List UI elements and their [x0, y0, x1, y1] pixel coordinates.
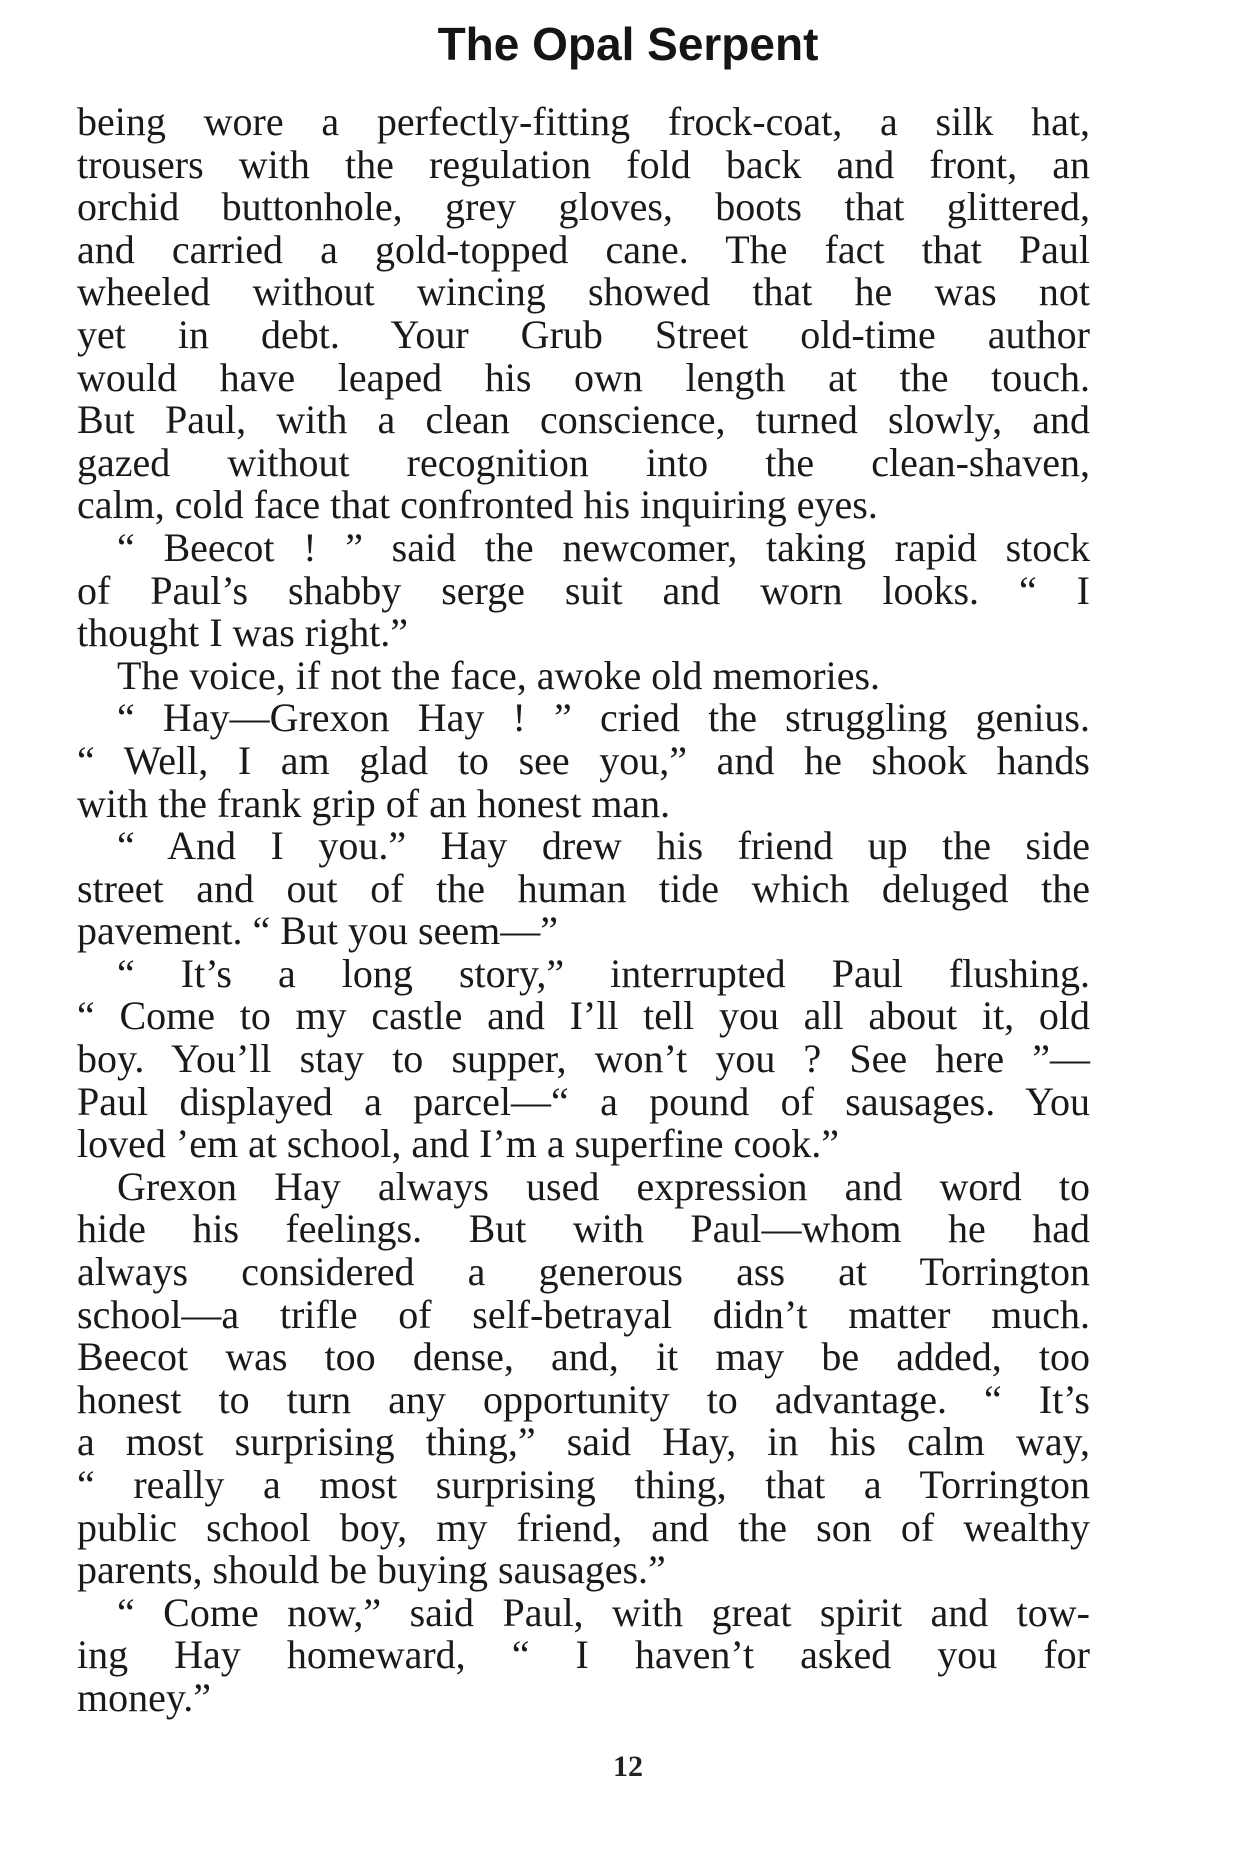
text-line: parents, should be buying sausages.”	[77, 1547, 666, 1593]
text-line: “ And I you.” Hay drew his friend up the side	[117, 823, 1090, 869]
text-line: being wore a perfectly-fitting frock-coat, a silk hat,	[77, 99, 1090, 144]
text-line: loved ’em at school, and I’m a superfine cook.”	[77, 1121, 839, 1167]
text-line: “ Beecot ! ” said the newcomer, taking rapid stock	[117, 524, 1090, 570]
text-line: of Paul’s shabby serge suit and worn looks. “ I	[77, 567, 1090, 613]
text-line: hide his feelings. But with Paul—whom he had	[77, 1206, 1090, 1252]
text-line: “ Come now,” said Paul, with great spirit and tow-	[117, 1589, 1090, 1635]
text-line: a most surprising thing,” said Hay, in his calm way,	[77, 1419, 1090, 1465]
text-line: “ Come to my castle and I’ll tell you all about it, old	[77, 993, 1090, 1039]
text-line: “ Hay—Grexon Hay ! ” cried the struggling genius.	[117, 695, 1090, 741]
text-line: Grexon Hay always used expression and word to	[117, 1163, 1090, 1209]
text-line: yet in debt. Your Grub Street old-time author	[77, 311, 1090, 357]
text-line: “ really a most surprising thing, that a Torrington	[77, 1462, 1090, 1507]
text-line: and carried a gold-topped cane. The fact that Paul	[77, 226, 1090, 272]
running-title: The Opal Serpent	[437, 18, 819, 70]
text-line: money.”	[77, 1674, 212, 1720]
page-number: 12	[613, 1750, 643, 1783]
text-line: gazed without recognition into the clean-shaven,	[77, 439, 1090, 485]
text-line: “ Well, I am glad to see you,” and he shook hands	[77, 737, 1090, 783]
text-line: public school boy, my friend, and the son of wealthy	[77, 1504, 1090, 1550]
text-line: trousers with the regulation fold back and front, an	[77, 141, 1090, 187]
text-line: always considered a generous ass at Torrington	[77, 1249, 1090, 1295]
text-line: would have leaped his own length at the touch.	[77, 354, 1090, 400]
text-line: thought I was right.”	[77, 610, 409, 656]
text-line: “ It’s a long story,” interrupted Paul flushing.	[117, 950, 1090, 996]
text-line: boy. You’ll stay to supper, won’t you ? See here ”—	[77, 1036, 1090, 1082]
text-line: pavement. “ But you seem—”	[77, 908, 558, 954]
text-line: school—a trifle of self-betrayal didn’t matter much.	[77, 1291, 1090, 1337]
body-text	[77, 101, 1090, 1720]
text-line: orchid buttonhole, grey gloves, boots that glittered,	[77, 184, 1090, 230]
text-line: street and out of the human tide which deluged the	[77, 865, 1090, 911]
text-line: Beecot was too dense, and, it may be added, too	[77, 1334, 1090, 1380]
text-line: wheeled without wincing showed that he was not	[77, 269, 1090, 315]
text-line: The voice, if not the face, awoke old memories.	[117, 652, 881, 698]
text-line: But Paul, with a clean conscience, turned slowly, and	[77, 397, 1090, 443]
text-line: honest to turn any opportunity to advantage. “ It’s	[77, 1376, 1090, 1422]
text-line: Paul displayed a parcel—“ a pound of sausages. You	[77, 1078, 1090, 1124]
text-line: with the frank grip of an honest man.	[77, 780, 671, 826]
text-line: calm, cold face that confronted his inquiring eyes.	[77, 482, 878, 528]
text-line: ing Hay homeward, “ I haven’t asked you for	[77, 1632, 1090, 1678]
